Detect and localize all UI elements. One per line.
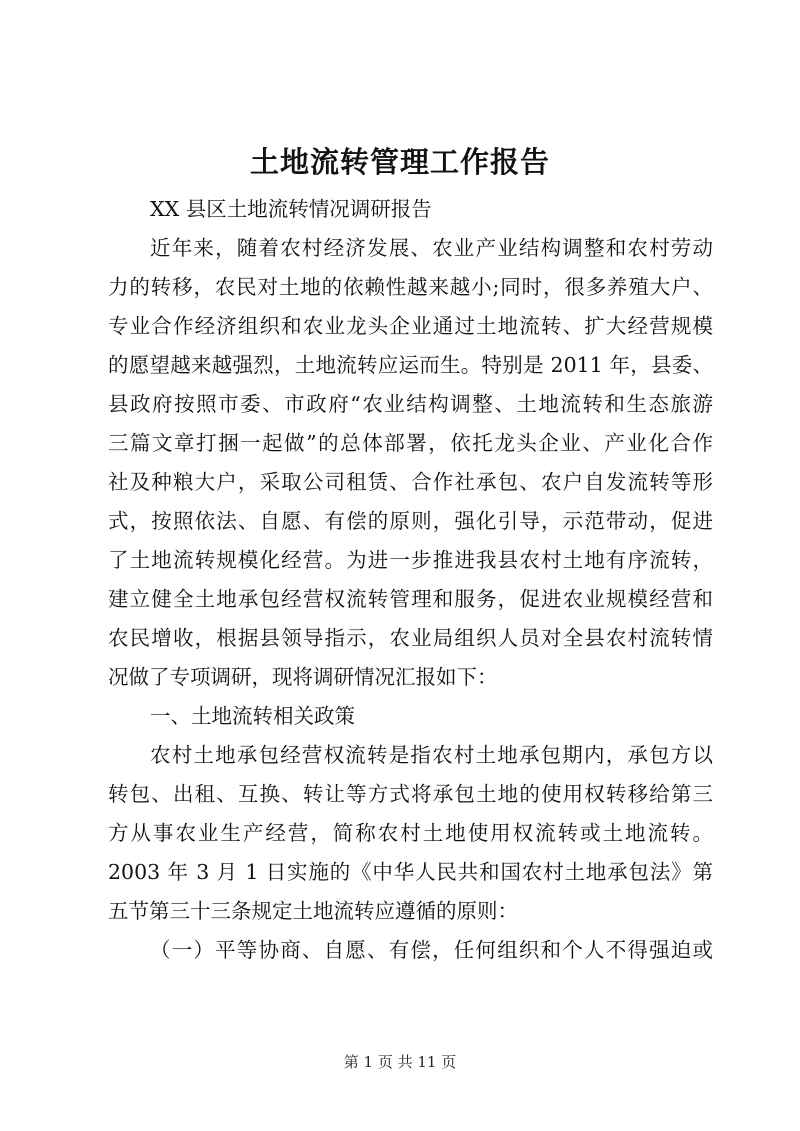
paragraph-line: 式，按照依法、自愿、有偿的原则，强化引导，示范带动，促进	[108, 509, 713, 533]
list-item-line: （一）平等协商、自愿、有偿，任何组织和个人不得强迫或	[150, 938, 713, 962]
paragraph-line: 的愿望越来越强烈，土地流转应运而生。特别是 2011 年，县委、	[108, 353, 713, 377]
section-heading: 一、土地流转相关政策	[150, 704, 355, 728]
document-body	[108, 190, 713, 970]
paragraph-line: 农村土地承包经营权流转是指农村土地承包期内，承包方以	[150, 743, 713, 767]
paragraph-line: 农民增收，根据县领导指示，农业局组织人员对全县农村流转情	[108, 626, 713, 650]
page-footer: 第 1 页 共 11 页	[343, 1053, 457, 1071]
paragraph-line: 近年来，随着农村经济发展、农业产业结构调整和农村劳动	[150, 236, 713, 260]
paragraph-line: 县政府按照市委、市政府“农业结构调整、土地流转和生态旅游	[108, 392, 713, 416]
paragraph-line: 专业合作经济组织和农业龙头企业通过土地流转、扩大经营规模	[108, 314, 713, 338]
paragraph-line: 转包、出租、互换、转让等方式将承包土地的使用权转移给第三	[108, 782, 713, 806]
paragraph-line: 况做了专项调研，现将调研情况汇报如下：	[108, 665, 498, 689]
paragraph-line: 2003 年 3 月 1 日实施的《中华人民共和国农村土地承包法》第	[108, 860, 713, 884]
paragraph-line: 五节第三十三条规定土地流转应遵循的原则：	[108, 899, 518, 923]
document-title: 土地流转管理工作报告	[249, 145, 550, 179]
subtitle-line: XX 县区土地流转情况调研报告	[150, 197, 432, 221]
paragraph-line: 了土地流转规模化经营。为进一步推进我县农村土地有序流转，	[108, 548, 713, 572]
paragraph-line: 建立健全土地承包经营权流转管理和服务，促进农业规模经营和	[108, 587, 713, 611]
paragraph-line: 三篇文章打捆一起做”的总体部署，依托龙头企业、产业化合作	[108, 431, 713, 455]
paragraph-line: 社及种粮大户，采取公司租赁、合作社承包、农户自发流转等形	[108, 470, 713, 494]
paragraph-line: 力的转移，农民对土地的依赖性越来越小;同时，很多养殖大户、	[108, 275, 713, 299]
paragraph-line: 方从事农业生产经营，简称农村土地使用权流转或土地流转。	[108, 821, 713, 845]
